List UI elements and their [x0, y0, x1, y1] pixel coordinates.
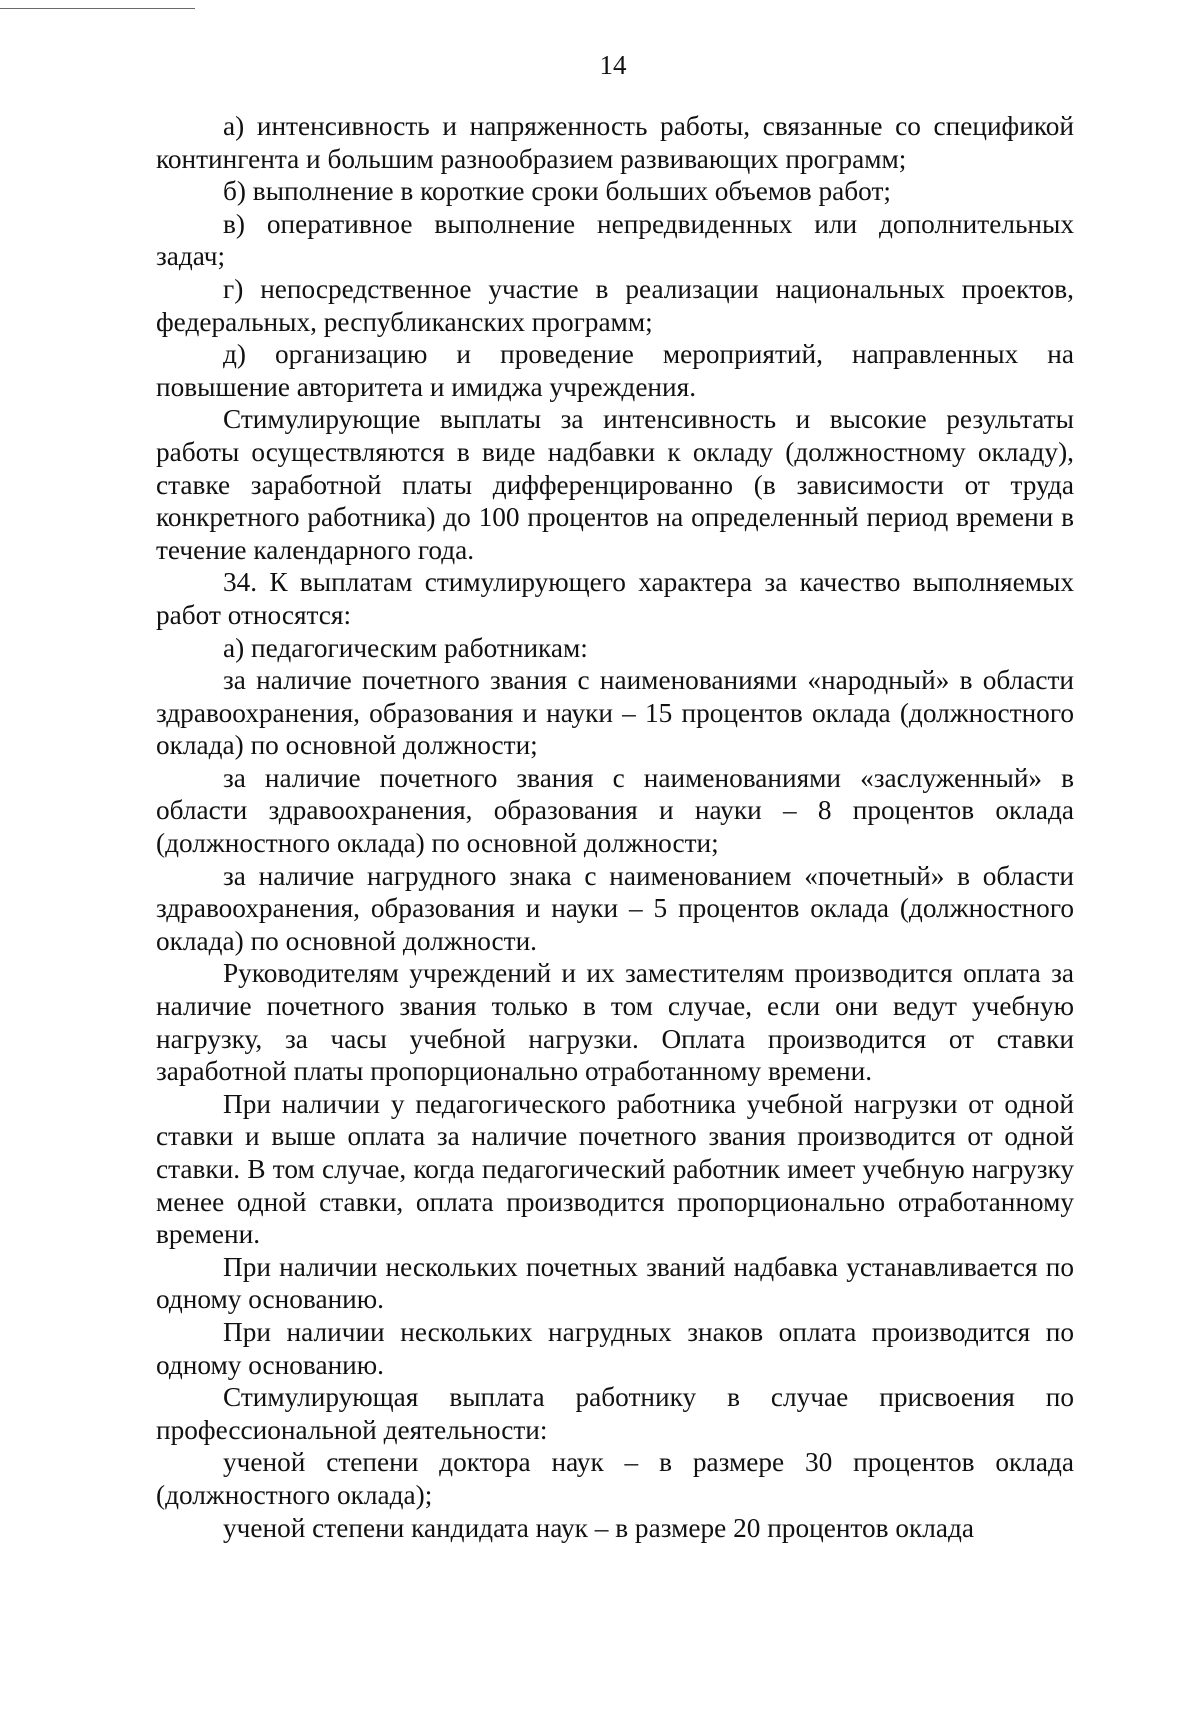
paragraph-teaching-load: При наличии у педагогического работника учебной нагрузки от одной ставки и выше оплата за наличие почетного звания производится от одной ставки. В том случае, когда педагогический работник имеет учебную нагрузку менее одной ставки, оплата производится пропорционально отработанному времени. [156, 1088, 1074, 1250]
paragraph-item-v: в) оперативное выполнение непредвиденных или дополнительных задач; [156, 208, 1074, 272]
paragraph-candidate-degree: ученой степени кандидата наук – в размере 20 процентов оклада [223, 1512, 975, 1543]
paragraph-academic-degree: Стимулирующая выплата работнику в случае присвоения по профессиональной деятельности: [156, 1382, 1074, 1445]
paragraph-heads-payment: Руководителям учреждений и их заместителям производится оплата за наличие почетного звания только в том случае, если они ведут учебную нагрузку, за часы учебной нагрузки. Оплата производится от ставки заработной платы пропорционально отработанному времени. [156, 958, 1074, 1087]
paragraph-clause-34: 34. К выплатам стимулирующего характера за качество выполняемых работ относятся: [156, 567, 1074, 630]
paragraph-item-a: а) интенсивность и напряженность работы, связанные со спецификой контингента и большим разнообразием развивающих программ; [156, 111, 1074, 174]
paragraph-item-d: д) организацию и проведение мероприятий, направленных на повышение авторитета и имиджа учреждения. [156, 339, 1074, 402]
page-number: 14 [599, 50, 627, 80]
paragraph-title-zasluzhenny: за наличие почетного звания с наименованиями «заслуженный» в области здравоохранения, образования и науки – 8 процентов оклада (должностного оклада) по основной должности; [156, 762, 1074, 859]
paragraph-several-titles: При наличии нескольких почетных званий надбавка устанавливается по одному основанию. [156, 1251, 1074, 1315]
paragraph-title-narodny: за наличие почетного звания с наименованиями «народный» в области здравоохранения, образования и науки – 15 процентов оклада (должностного оклада) по основной должности; [156, 665, 1074, 761]
paragraph-pedagogical-workers: а) педагогическим работникам: [223, 632, 588, 663]
document-body [156, 110, 1074, 1544]
paragraph-stimulating-payments: Стимулирующие выплаты за интенсивность и высокие результаты работы осуществляются в виде надбавки к окладу (должностному окладу), ставке заработной платы дифференцированно (в зависимости от труда конкретного работника) до 100 процентов на определенный период времени в течение календарного года. [156, 404, 1074, 565]
paragraph-item-b: б) выполнение в короткие сроки больших объемов работ; [223, 176, 891, 207]
paragraph-badge-pochetny: за наличие нагрудного знака с наименованием «почетный» в области здравоохранения, образования и науки – 5 процентов оклада (должностного оклада) по основной должности. [156, 860, 1074, 956]
paragraph-several-badges: При наличии нескольких нагрудных знаков оплата производится по одному основанию. [156, 1316, 1074, 1380]
paragraph-item-g: г) непосредственное участие в реализации национальных проектов, федеральных, республиканских программ; [156, 273, 1074, 337]
scan-corner-line [0, 8, 195, 9]
paragraph-doctor-degree: ученой степени доктора наук – в размере 30 процентов оклада (должностного оклада); [156, 1447, 1074, 1510]
